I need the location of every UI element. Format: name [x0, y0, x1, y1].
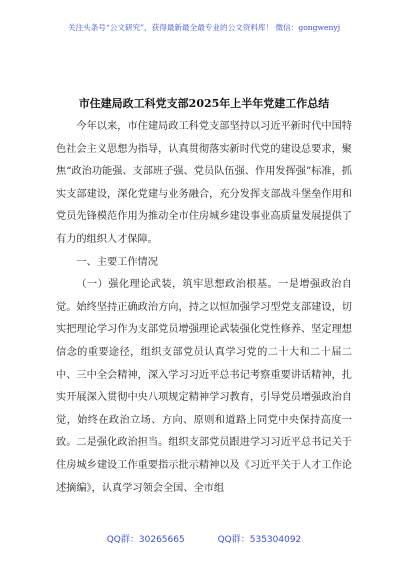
section-heading: 一、主要工作情况 [76, 256, 158, 268]
footer-contacts [0, 532, 408, 545]
qq-group-2: QQ群：535304092 [217, 535, 302, 545]
promo-banner: 关注头条号“公文研究”，获得最新最全最专业的公文资料库！ 微信：gongwenyj [67, 23, 341, 32]
document-body [56, 116, 352, 500]
body-paragraph: （一）强化理论武装，筑牢思想政治根基。一是增强政治自觉。始终坚持正确政治方向，持之以恒加强学习型党支部建设，切实把理论学习作为支部党员增强理论武装强化党性修养、坚定理想信念的重要途径，组织支部党员认真学习党的二十大和二十届二中、三中全会精神，深入学习习近平总书记考察重要讲话精神，扎实开展深入贯彻中央八项规定精神学习教育，引导党员增强政治自觉，始终在政治立场、方向、原则和道路上同党中央保持高度一致。二是强化政治担当。组织支部党员跟进学习习近平总书记关于住房城乡建设工作重要指示批示精神以及《习近平关于人才工作论述摘编》，认真学习领会全国、全市组 [56, 279, 352, 494]
qq-group-1: QQ群：30265665 [106, 535, 185, 545]
intro-paragraph: 今年以来，市住建局政工科党支部坚持以习近平新时代中国特色社会主义思想为指导，认真贯彻落实新时代党的建设总要求，聚焦“政治功能强、支部班子强、党员队伍强、作用发挥强”标准，抓实支部建设，深化党建与业务融合，充分发挥支部战斗堡垒作用和党员先锋模范作用为推动全市住房城乡建设事业高质量发展提供了有力的组织人才保障。 [56, 121, 352, 245]
document-title: 市住建局政工科党支部2025年上半年党建工作总结 [78, 97, 330, 110]
